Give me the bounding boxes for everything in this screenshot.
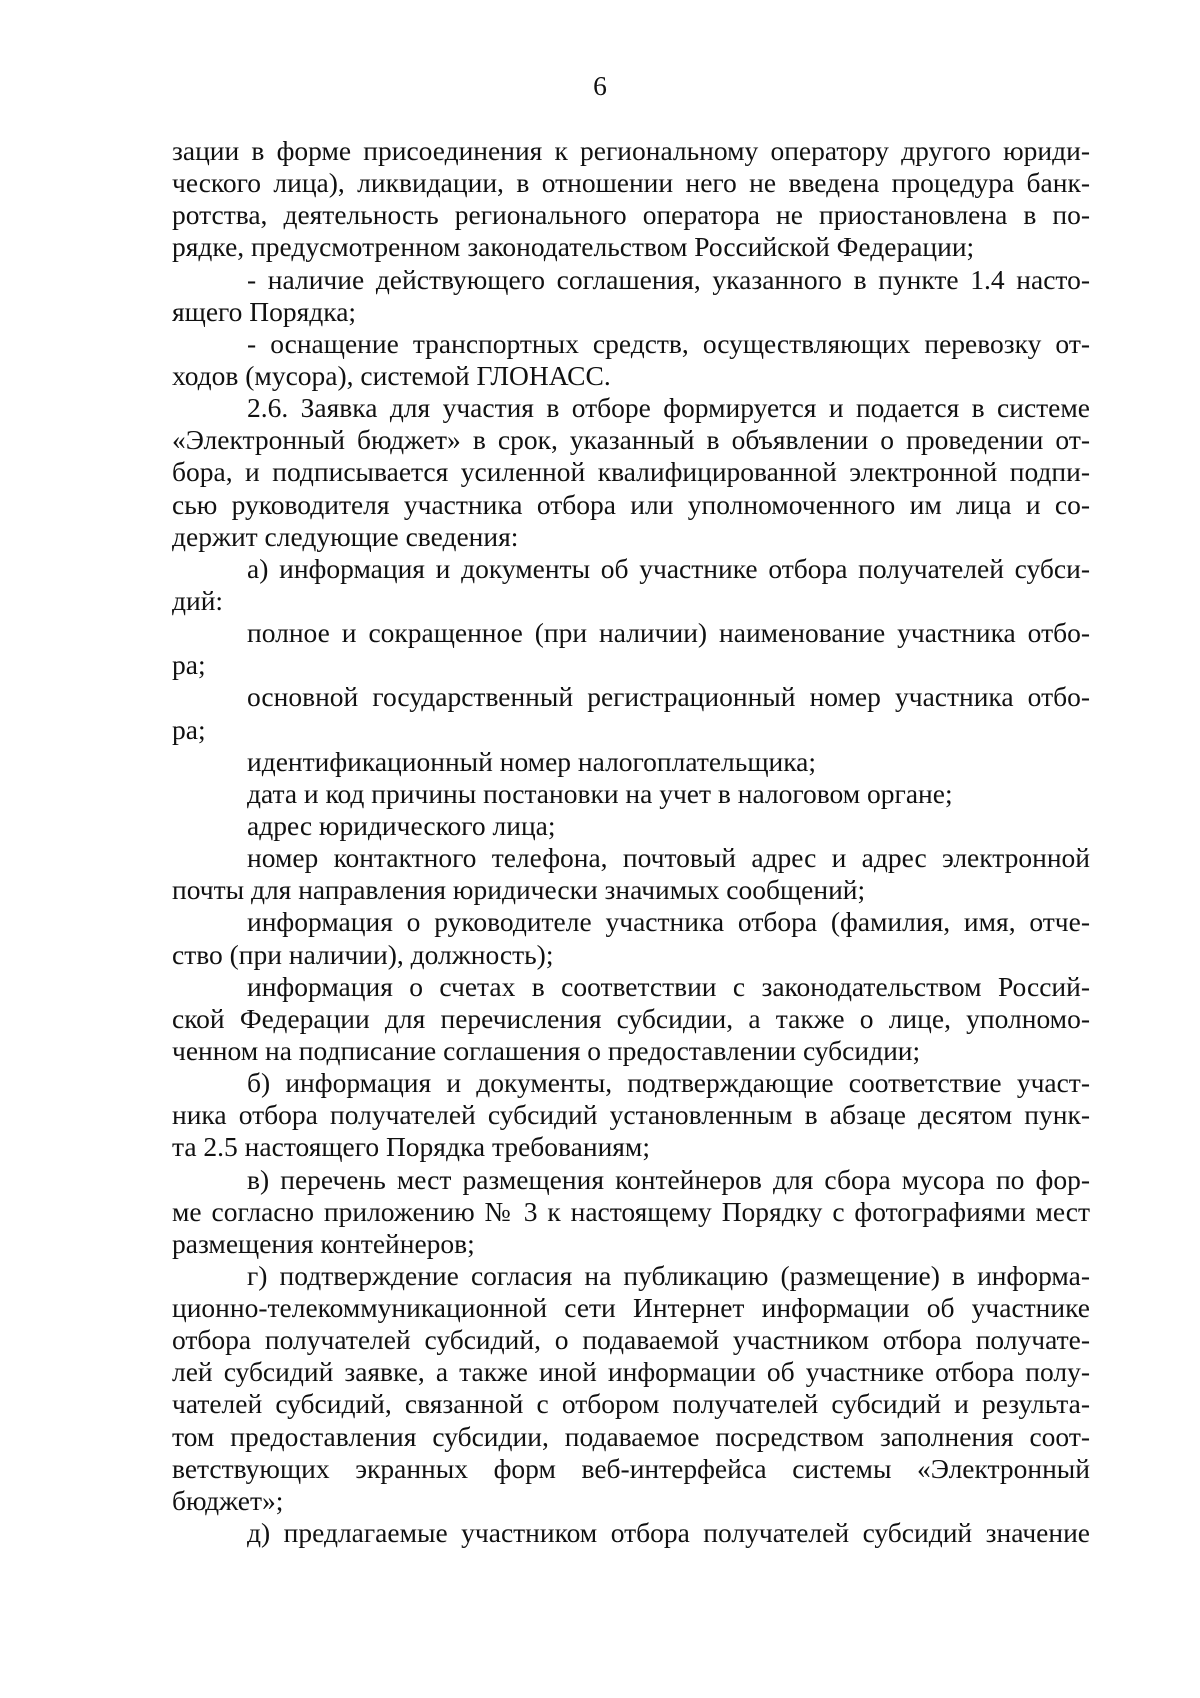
text-line: информация о счетах в соответствии с законодательством Россий- [247,970,1090,1002]
text-line: ящего Порядка; [172,295,357,327]
text-line: ходов (мусора), системой ГЛОНАСС. [172,359,611,391]
text-line: ционно-телекоммуникационной сети Интернет информации об участнике [172,1292,1090,1324]
text-line: номер контактного телефона, почтовый адрес и адрес электронной [247,842,1090,874]
page-number: 6 [593,70,607,101]
text-line: ветствующих экранных форм веб-интерфейса системы «Электронный [172,1452,1090,1484]
text-line: почты для направления юридически значимых сообщений; [172,874,866,906]
text-line: сью руководителя участника отбора или уполномоченного им лица и со- [172,488,1090,520]
text-line: дата и код причины постановки на учет в налоговом органе; [247,777,953,809]
text-line: держит следующие сведения: [172,520,519,552]
text-line: г) подтверждение согласия на публикацию (размещение) в информа- [247,1259,1090,1291]
text-line: адрес юридического лица; [247,809,556,841]
text-line: та 2.5 настоящего Порядка требованиям; [172,1131,650,1163]
text-line: б) информация и документы, подтверждающие соответствие участ- [247,1067,1090,1099]
text-line: отбора получателей субсидий, о подаваемой участником отбора получате- [172,1324,1090,1356]
text-line: ротства, деятельность регионального оператора не приостановлена в по- [172,199,1090,231]
text-line: бюджет»; [172,1484,284,1516]
text-line: а) информация и документы об участнике отбора получателей субси- [247,552,1090,584]
text-line: рядке, предусмотренном законодательством Российской Федерации; [172,231,975,263]
text-line: полное и сокращенное (при наличии) наименование участника отбо- [247,617,1090,649]
text-line: «Электронный бюджет» в срок, указанный в объявлении о проведении от- [172,424,1090,456]
text-line: ника отбора получателей субсидий установленным в абзаце десятом пунк- [172,1099,1090,1131]
text-line: том предоставления субсидии, подаваемое посредством заполнения соот- [172,1420,1090,1452]
text-line: ческого лица), ликвидации, в отношении него не введена процедура банк- [172,167,1090,199]
text-line: основной государственный регистрационный номер участника отбо- [247,681,1090,713]
text-line: бора, и подписывается усиленной квалифицированной электронной подпи- [172,456,1090,488]
text-line: ра; [172,649,206,681]
text-line: ской Федерации для перечисления субсидии, а также о лице, уполномо- [172,1002,1090,1034]
text-line: зации в форме присоединения к региональному оператору другого юриди- [172,135,1090,166]
text-line: лей субсидий заявке, а также иной информации об участнике отбора полу- [172,1356,1090,1388]
body-text [172,135,1090,1549]
text-line: д) предлагаемые участником отбора получателей субсидий значение [247,1517,1090,1549]
text-line: дий: [172,584,224,616]
text-line: - оснащение транспортных средств, осуществляющих перевозку от- [247,327,1090,359]
text-line: размещения контейнеров; [172,1227,475,1259]
text-line: информация о руководителе участника отбора (фамилия, имя, отче- [247,906,1090,938]
text-line: идентификационный номер налогоплательщика; [247,745,817,777]
text-line: ме согласно приложению № 3 к настоящему Порядку с фотографиями мест [172,1195,1090,1227]
text-line: ство (при наличии), должность); [172,938,554,970]
text-line: ра; [172,713,206,745]
text-line: в) перечень мест размещения контейнеров для сбора мусора по фор- [247,1163,1090,1195]
text-line: 2.6. Заявка для участия в отборе формируется и подается в системе [247,392,1090,424]
text-line: чателей субсидий, связанной с отбором получателей субсидий и результа- [172,1388,1090,1420]
text-line: - наличие действующего соглашения, указанного в пункте 1.4 насто- [247,263,1090,295]
text-line: ченном на подписание соглашения о предоставлении субсидии; [172,1034,921,1066]
